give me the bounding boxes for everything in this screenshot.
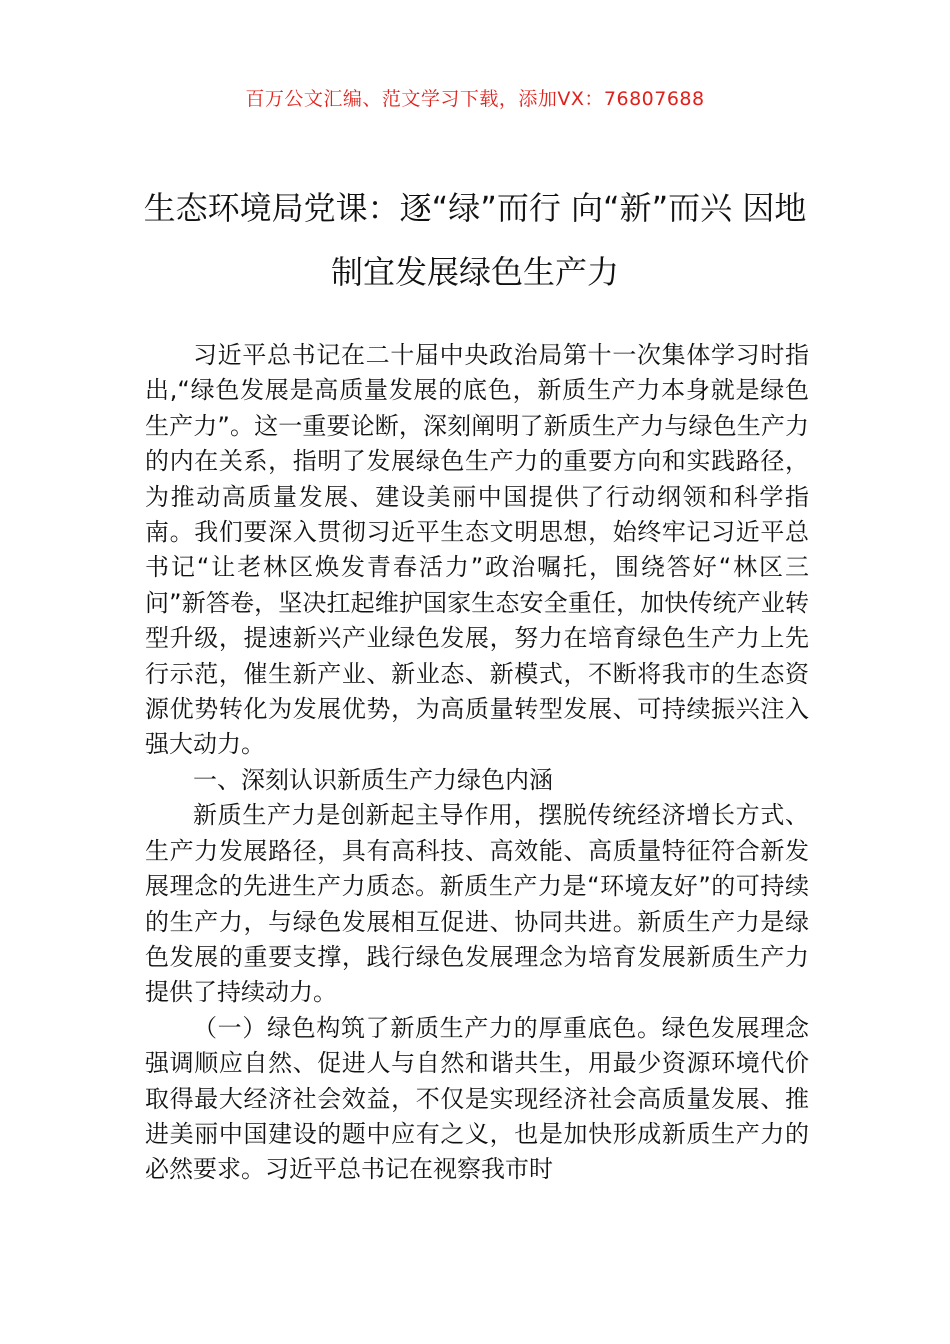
section-heading-1: 一、深刻认识新质生产力绿色内涵 (193, 765, 553, 794)
paragraph-section-1: 新质生产力是创新起主导作用，摆脱传统经济增长方式、生产力发展路径，具有高科技、高效能、高质量特征符合新发展理念的先进生产力质态。新质生产力是“环境友好”的可持续的生产力，与绿色发展相互促进、协同共进。新质生产力是绿色发展的重要支撑，践行绿色发展理念为培育发展新质生产力提供了持续动力。 (145, 801, 809, 1007)
paragraph-subsection-1: （一）绿色构筑了新质生产力的厚重底色。绿色发展理念强调顺应自然、促进人与自然和谐共生，用最少资源环境代价取得最大经济社会效益，不仅是实现经济社会高质量发展、推进美丽中国建设的题中应有之义，也是加快形成新质生产力的必然要求。习近平总书记在视察我市时 (145, 1013, 809, 1184)
document-title: 生态环境局党课：逐“绿”而行 向“新”而兴 因地制宜发展绿色生产力 (143, 189, 807, 291)
document-body (145, 338, 809, 1188)
paragraph-intro: 习近平总书记在二十届中央政治局第十一次集体学习时指出,“绿色发展是高质量发展的底色，新质生产力本身就是绿色生产力”。这一重要论断，深刻阐明了新质生产力与绿色生产力的内在关系，指明了发展绿色生产力的重要方向和实践路径，为推动高质量发展、建设美丽中国提供了行动纲领和科学指南。我们要深入贯彻习近平生态文明思想，始终牢记习近平总书记“让老林区焕发青春活力”政治嘱托，围绕答好“林区三问”新答卷，坚决扛起维护国家生态安全重任，加快传统产业转型升级，提速新兴产业绿色发展，努力在培育绿色生产力上先行示范，催生新产业、新业态、新模式，不断将我市的生态资源优势转化为发展优势，为高质量转型发展、可持续振兴注入强大动力。 (145, 341, 809, 759)
header-note: 百万公文汇编、范文学习下载，添加VX：76807688 (245, 88, 705, 110)
